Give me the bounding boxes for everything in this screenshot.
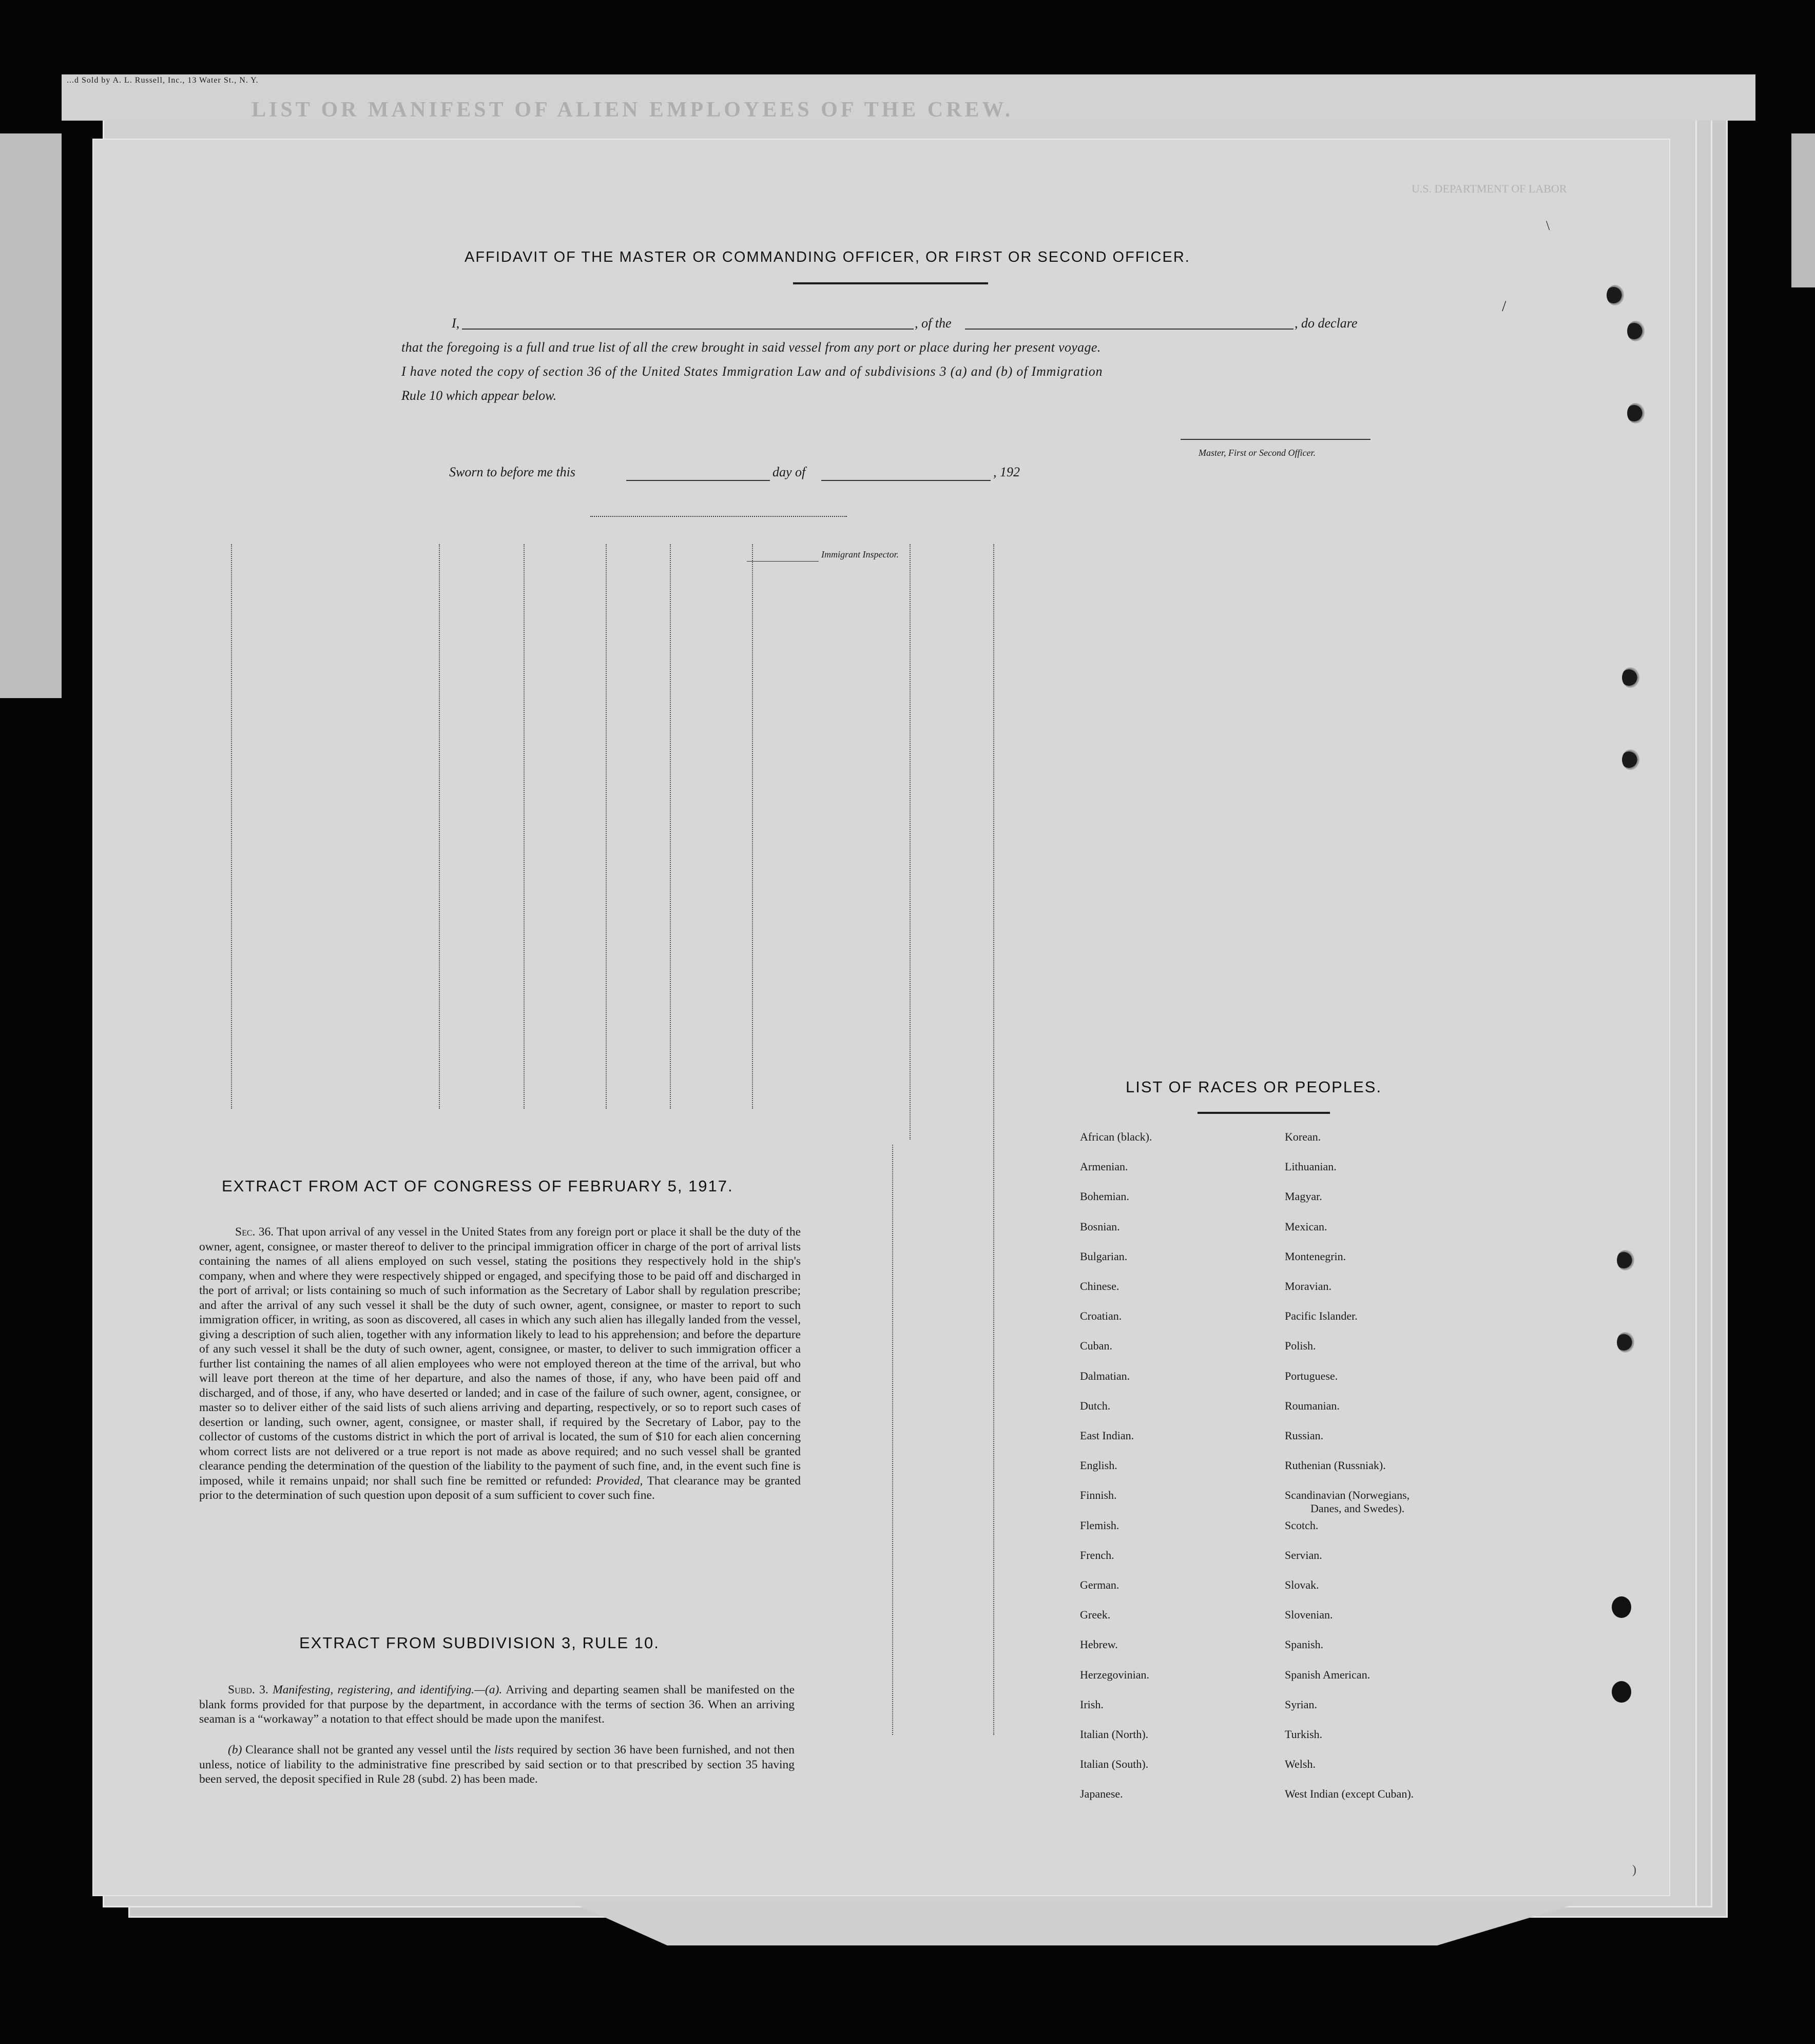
race-list-item: Dutch. — [1080, 1399, 1111, 1412]
inspector-label: Immigrant Inspector. — [821, 549, 899, 560]
race-list-item: Portuguese. — [1285, 1369, 1338, 1382]
master-signature-label: Master, First or Second Officer. — [1199, 448, 1316, 458]
inspector-signature-short — [747, 561, 819, 562]
sworn-year: , 192 — [993, 465, 1020, 479]
race-list-item: Polish. — [1285, 1339, 1316, 1353]
affidavit-line-3: I have noted the copy of section 36 of the United States Immigration Law and of subdivisions 3 (a) and (b) of Immigration — [401, 364, 1103, 379]
race-list-item: Bulgarian. — [1080, 1249, 1128, 1263]
race-list-item: Moravian. — [1285, 1280, 1332, 1293]
subdivision-3-label: Subd. 3. — [228, 1683, 268, 1696]
sworn-month-field[interactable] — [821, 480, 991, 481]
race-list-item: Lithuanian. — [1285, 1160, 1337, 1173]
race-list-item: Japanese. — [1080, 1787, 1123, 1801]
race-list-item: Servian. — [1285, 1548, 1322, 1561]
race-list-item: Greek. — [1080, 1608, 1111, 1622]
race-list-item: Russian. — [1285, 1429, 1324, 1442]
table-column-divider — [439, 544, 440, 1109]
affiant-name-field[interactable] — [462, 329, 914, 330]
race-list-item: Korean. — [1285, 1130, 1321, 1143]
punch-hole — [1612, 1596, 1631, 1618]
punch-hole — [1627, 403, 1645, 423]
race-list-item: Herzegovinian. — [1080, 1668, 1149, 1681]
section-36-text — [199, 1225, 801, 1503]
paragraph-a-text: Arriving and departing seamen shall be manifested on the blank forms provided for that purpose by the department, in accordance with the terms of section 36. When an arriving seaman is a “workaway” a notation to that effect should be made upon the manifest. — [199, 1683, 795, 1726]
race-list-item: French. — [1080, 1548, 1114, 1561]
right-edge-sheet — [1791, 133, 1815, 287]
affidavit-of-the: , of the — [915, 316, 952, 331]
race-list-item: Cuban. — [1080, 1339, 1112, 1353]
punch-hole — [1622, 667, 1639, 688]
race-list-item: African (black). — [1080, 1130, 1152, 1143]
rule-extract-title: EXTRACT FROM SUBDIVISION 3, RULE 10. — [299, 1634, 660, 1652]
paragraph-b-lists: lists — [494, 1743, 514, 1757]
race-list-item: Italian (South). — [1080, 1758, 1149, 1771]
printer-credit: ...d Sold by A. L. Russell, Inc., 13 Water St., N. Y. — [67, 76, 259, 85]
act-extract-title: EXTRACT FROM ACT OF CONGRESS OF FEBRUARY 5, 1917. — [222, 1177, 733, 1195]
section-36-body: That upon arrival of any vessel in the United States from any foreign port or place it shall be the duty of the owner, agent, consignee, or master thereof to deliver to the principal immigration officer in charge of the port of arrival lists containing the names of all aliens employed on such vessel, stating the positions they respectively hold in the ship's company, when and where they were respectively shipped or engaged, and specifying those to be paid off and discharged in the port of arrival; or lists containing so much of such information as the Secretary of Labor shall by regulation prescribe; and after the arrival of any such vessel it shall be the duty of such owner, agent, consignee, or master to report to such immigration officer, in writing, as soon as discovered, all cases in which any such alien has illegally landed from the vessel, giving a description of such alien, together with any information likely to lead to his apprehension; and before the departure of any such vessel it shall be the duty of such owner, agent, consignee, or master, to deliver to such immigration officer a further list containing the names of all alien employees who were not employed thereon at the time of the arrival, but who will leave port thereon at the time of her departure, and also the names of those, if any, who have been paid off and discharged, and of those, if any, who have deserted or landed; and in case of the failure of such owner, agent, consignee, or master so to deliver either of the said lists of such aliens arriving and departing, respectively, or so to report such cases of desertion or landing, such owner, agent, consignee, or master shall, if required by the Secretary of Labor, pay to the collector of customs of the customs district in which the port of arrival is located, the sum of $10 for each alien concerning whom correct lists are not delivered or a true report is not made as above required; and no such vessel shall be granted clearance pending the determination of the question of the liability to the payment of such fine, and, in the event such fine is imposed, while it remains unpaid; nor shall such fine be remitted or refunded: — [199, 1225, 801, 1488]
race-list-item: Armenian. — [1080, 1160, 1128, 1173]
race-list-item: Italian (North). — [1080, 1728, 1149, 1741]
vessel-name-field[interactable] — [965, 329, 1293, 330]
race-list-item: Slovenian. — [1285, 1608, 1333, 1622]
race-list-item: Finnish. — [1080, 1489, 1117, 1502]
affidavit-line-2: that the foregoing is a full and true list of all the crew brought in said vessel from any port or place during her present voyage. — [401, 340, 1101, 355]
race-list-item: Scandinavian (Norwegians, — [1285, 1489, 1410, 1502]
race-list-item: Spanish. — [1285, 1638, 1324, 1651]
punch-hole — [1612, 1681, 1631, 1703]
race-list-item: Mexican. — [1285, 1220, 1327, 1233]
section-36-provided: Provided, — [596, 1474, 643, 1488]
race-list-item: Ruthenian (Russniak). — [1285, 1459, 1386, 1472]
paragraph-b-part-1: Clearance shall not be granted any vessel until the — [245, 1743, 491, 1757]
race-list-item: Chinese. — [1080, 1280, 1119, 1293]
affidavit-i-label: I, — [452, 316, 460, 331]
affidavit-title: AFFIDAVIT OF THE MASTER OR COMMANDING OFFICER, OR FIRST OR SECOND OFFICER. — [465, 249, 1190, 265]
race-list-item: Bosnian. — [1080, 1220, 1120, 1233]
race-list-item: East Indian. — [1080, 1429, 1134, 1442]
pencil-tick-mark: \ — [1546, 218, 1550, 233]
race-list-item: Welsh. — [1285, 1758, 1316, 1771]
punch-hole — [1617, 1332, 1634, 1353]
table-column-divider — [231, 544, 232, 1109]
race-list-item: Dalmatian. — [1080, 1369, 1130, 1382]
punch-hole — [1617, 1250, 1634, 1270]
race-list-item: Flemish. — [1080, 1518, 1119, 1532]
table-column-divider — [892, 1145, 893, 1735]
race-list-item: West Indian (except Cuban). — [1285, 1787, 1414, 1801]
race-list-item: Scotch. — [1285, 1518, 1319, 1532]
bleed-through-stamp: U.S. DEPARTMENT OF LABOR — [1412, 182, 1567, 195]
sworn-prefix: Sworn to before me this — [449, 465, 576, 479]
sworn-day-field[interactable] — [626, 480, 770, 481]
race-list-item: Bohemian. — [1080, 1190, 1129, 1203]
table-column-divider — [752, 544, 753, 1109]
race-list-item: Magyar. — [1285, 1190, 1322, 1203]
left-edge-sheet — [0, 133, 62, 698]
paragraph-b-part-2: required by section 36 have been furnished, and not then unless, notice of liability to the administrative fine prescribed by said section or to that prescribed by section 35 having been served, the deposit specified in Rule 28 (subd. 2) has been made. — [199, 1743, 795, 1786]
section-36-label: Sec. 36. — [235, 1225, 274, 1239]
races-title: LIST OF RACES OR PEOPLES. — [1126, 1078, 1382, 1096]
table-column-divider — [524, 544, 525, 1109]
bottom-fold — [565, 1899, 1591, 1945]
subdivision-3-heading: Manifesting, registering, and identifying. — [273, 1683, 475, 1696]
inspector-signature-field[interactable] — [590, 516, 847, 517]
table-column-divider — [910, 544, 911, 1140]
race-list-item: Pacific Islander. — [1285, 1309, 1358, 1323]
table-column-divider — [993, 544, 994, 1735]
race-list-item: Syrian. — [1285, 1698, 1317, 1711]
section-36-body-end: That clearance may be granted prior to the determination of such question upon deposit of a sum sufficient to cover such fine. — [199, 1474, 801, 1502]
punch-hole — [1627, 321, 1645, 341]
bleed-through-title: LIST OR MANIFEST OF ALIEN EMPLOYEES OF THE CREW. — [252, 98, 1014, 122]
master-signature-field[interactable] — [1181, 439, 1370, 440]
manifest-page — [92, 139, 1670, 1896]
race-list-item: Danes, and Swedes). — [1310, 1502, 1405, 1515]
affidavit-do-declare: , do declare — [1295, 316, 1358, 331]
punch-hole — [1607, 285, 1624, 305]
punch-hole — [1622, 749, 1639, 770]
race-list-item: Slovak. — [1285, 1578, 1319, 1591]
sworn-day-of: day of — [773, 465, 806, 479]
races-title-rule — [1198, 1112, 1330, 1114]
paragraph-a-mark: —(a). — [474, 1683, 503, 1696]
subdivision-3-text — [199, 1683, 795, 1727]
table-column-divider — [606, 544, 607, 1109]
race-list-item: Irish. — [1080, 1698, 1104, 1711]
paragraph-b-text — [199, 1743, 795, 1787]
table-column-divider — [670, 544, 671, 1109]
race-list-item: Spanish American. — [1285, 1668, 1370, 1681]
race-list-item: German. — [1080, 1578, 1119, 1591]
paragraph-b-mark: (b) — [228, 1743, 242, 1757]
race-list-item: Croatian. — [1080, 1309, 1122, 1323]
race-list-item: English. — [1080, 1459, 1117, 1472]
race-list-item: Turkish. — [1285, 1728, 1323, 1741]
pencil-tick-mark: / — [1502, 298, 1507, 315]
race-list-item: Roumanian. — [1285, 1399, 1340, 1412]
pencil-mark: ) — [1632, 1863, 1636, 1877]
affidavit-line-4: Rule 10 which appear below. — [401, 388, 557, 403]
race-list-item: Hebrew. — [1080, 1638, 1118, 1651]
race-list-item: Montenegrin. — [1285, 1249, 1346, 1263]
affidavit-title-rule — [793, 282, 988, 284]
